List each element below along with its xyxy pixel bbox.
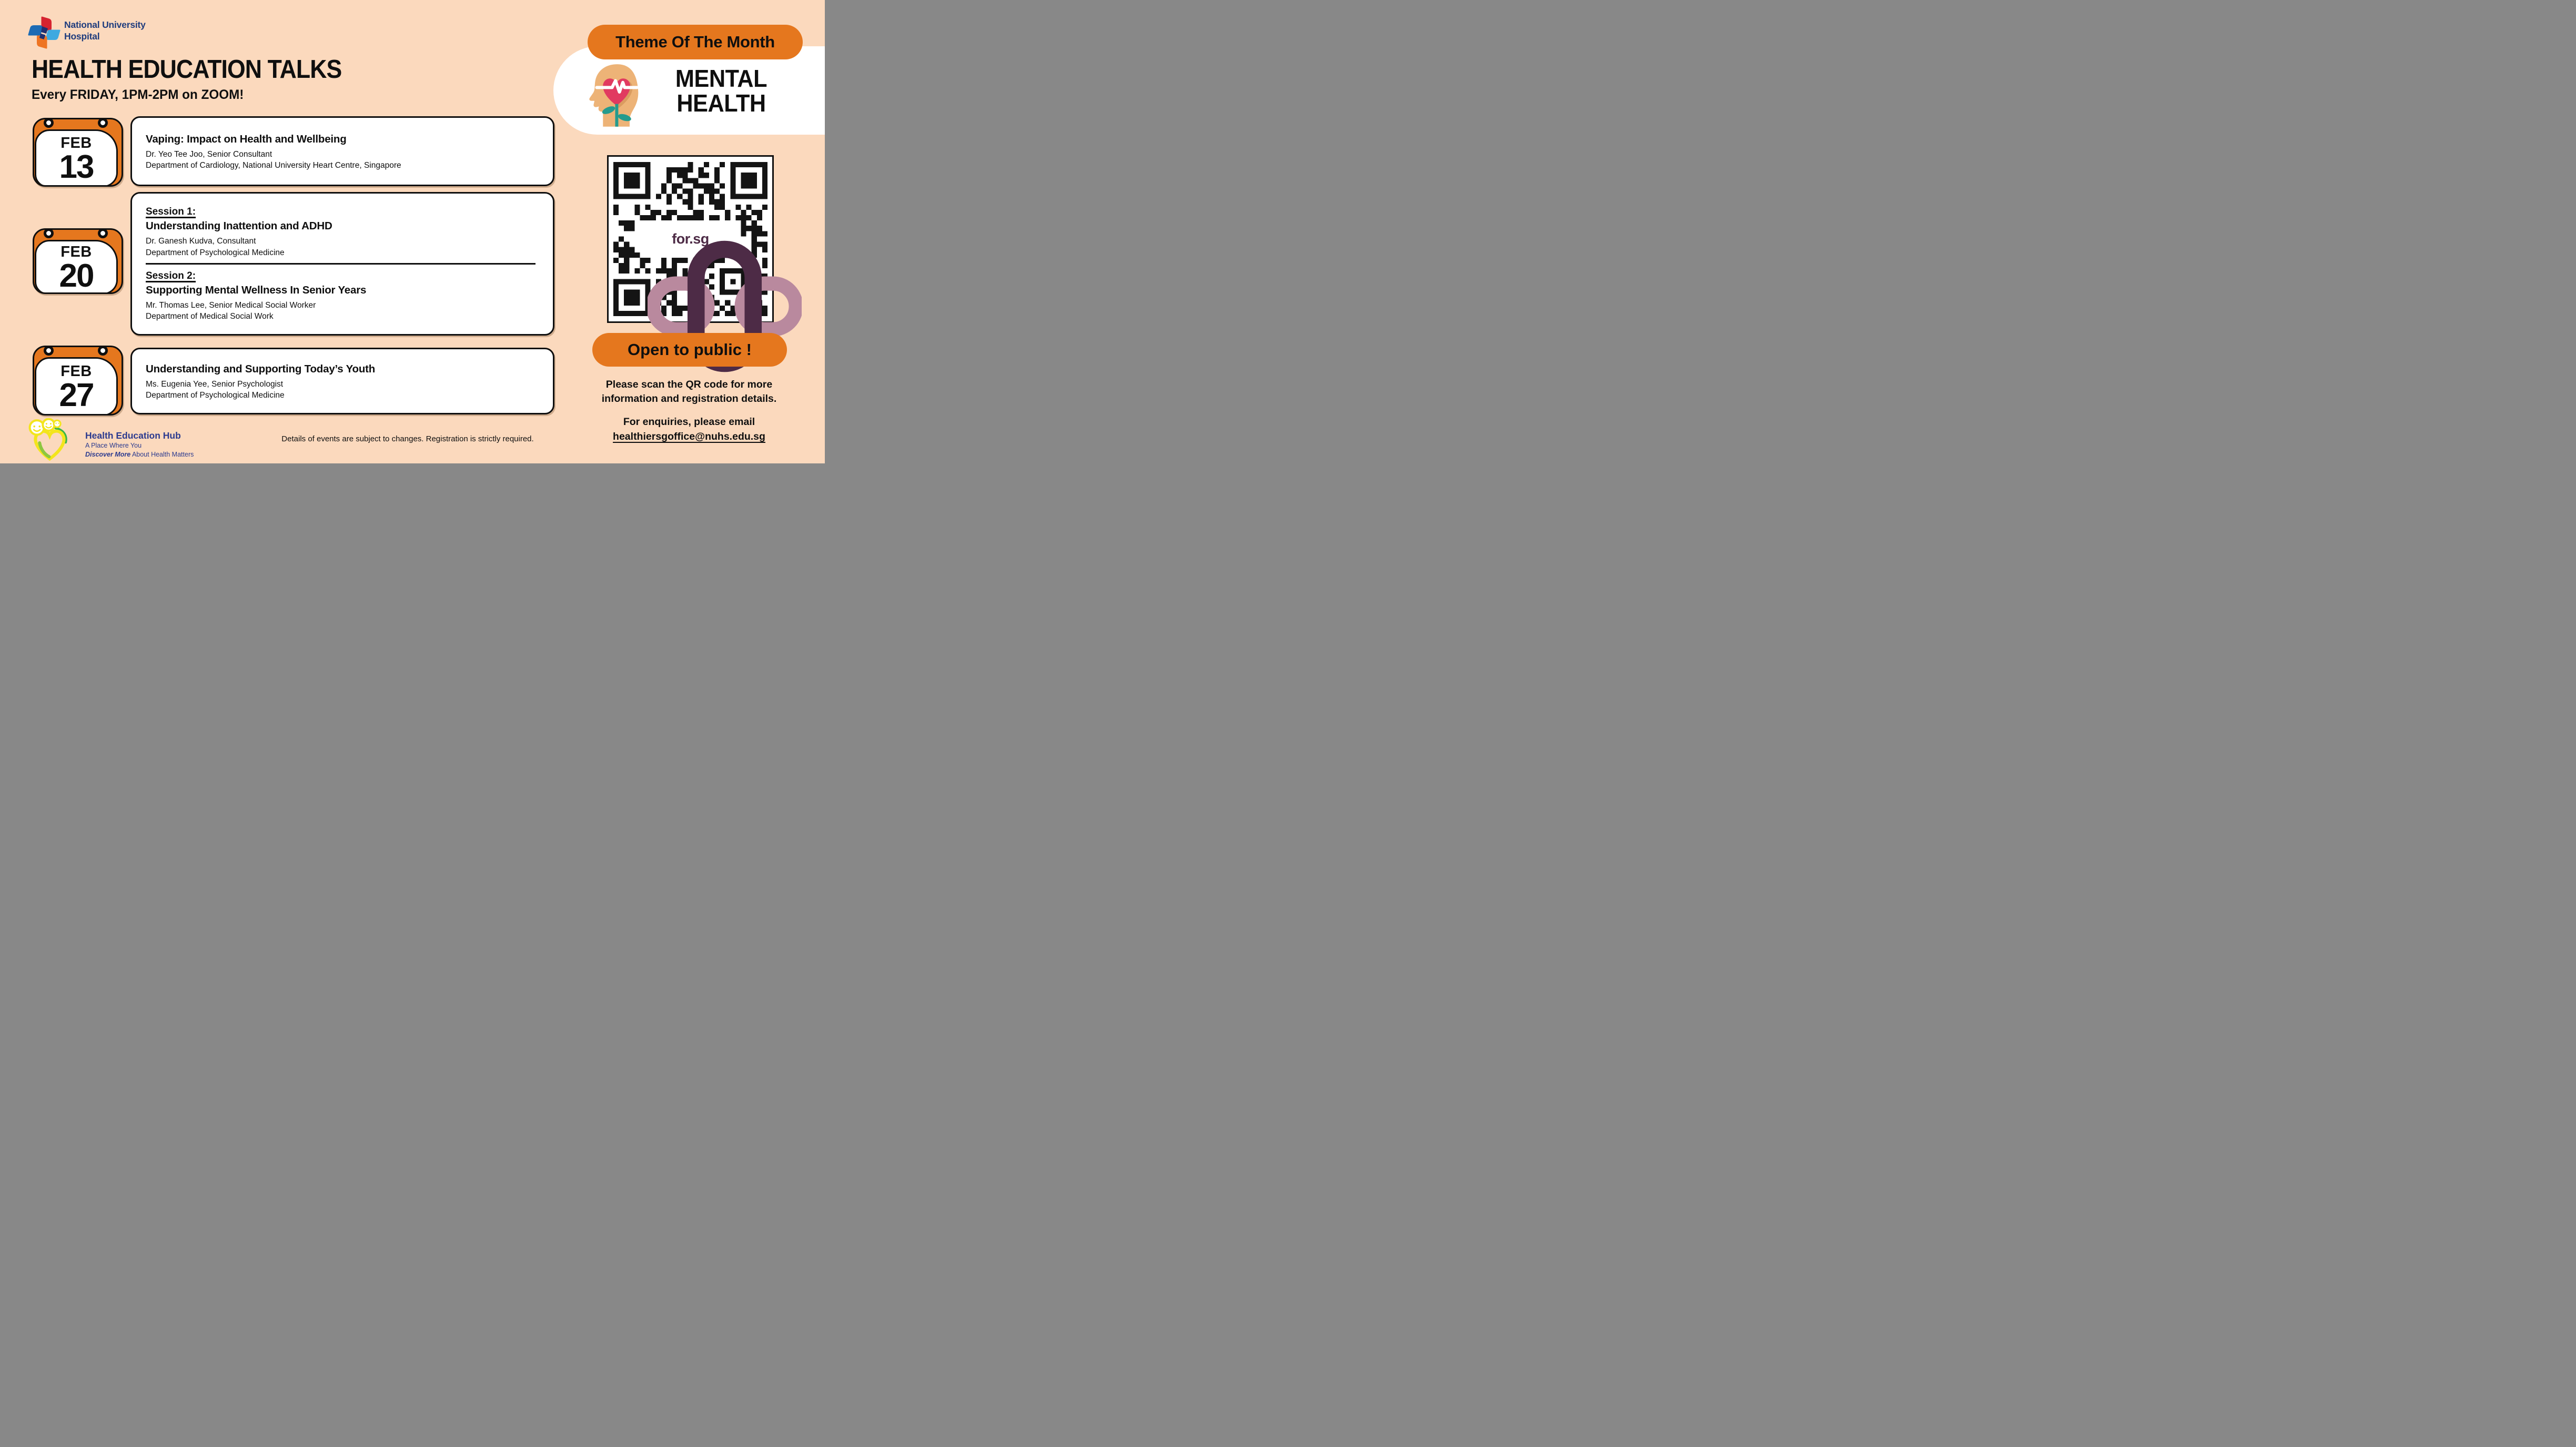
enquiry-line: For enquiries, please email: [623, 416, 755, 428]
talk-title: Vaping: Impact on Health and Wellbeing: [146, 133, 347, 145]
calendar-ring-icon: [98, 346, 108, 356]
calendar-ring-icon: [44, 228, 54, 238]
email-link[interactable]: healthiersgoffice@nuhs.edu.sg: [613, 431, 765, 442]
talk-title: Understanding Inattention and ADHD: [146, 220, 332, 232]
session-label: Session 1:: [146, 206, 196, 218]
disclaimer: Details of events are subject to changes. Registration is strictly required.: [281, 434, 534, 443]
talk-title: Supporting Mental Wellness In Senior Years: [146, 284, 367, 296]
hub-tagline-2: Discover More About Health Matters: [85, 451, 194, 458]
calendar-day: 27: [59, 377, 94, 413]
talk-department: Department of Cardiology, National University Heart Centre, Singapore: [146, 161, 401, 170]
calendar-page: [35, 240, 118, 294]
theme-badge-label: Theme Of The Month: [615, 33, 775, 51]
org-name: National University Hospital: [64, 19, 146, 42]
hub-name: Health Education Hub: [85, 430, 181, 441]
mental-health-head-icon: [587, 63, 644, 128]
nuh-logo-icon: [27, 16, 61, 49]
talk-speaker: Mr. Thomas Lee, Senior Medical Social Worker: [146, 300, 316, 310]
open-badge-label: Open to public !: [628, 340, 752, 359]
calendar-ring-icon: [98, 118, 108, 128]
talk-department: Department of Psychological Medicine: [146, 391, 285, 400]
session-label: Session 2:: [146, 270, 196, 281]
calendar-icon-feb-27: [33, 346, 123, 416]
calendar-day: 20: [59, 257, 94, 294]
event-card-feb-20: [130, 192, 554, 336]
theme-title: [660, 66, 783, 116]
poster-canvas: [0, 0, 825, 463]
poster-title: HEALTH EDUCATION TALKS: [32, 55, 342, 84]
calendar-month: FEB: [60, 243, 92, 260]
calendar-ring-icon: [98, 228, 108, 238]
calendar-page: [35, 129, 118, 187]
enquiry-block: [579, 414, 800, 444]
talk-department: Department of Psychological Medicine: [146, 248, 285, 257]
talk-speaker: Dr. Ganesh Kudva, Consultant: [146, 237, 256, 246]
calendar-month: FEB: [60, 362, 92, 380]
theme-title-line1: MENTAL: [675, 65, 767, 92]
hub-tagline-1: A Place Where You: [85, 442, 142, 449]
poster-subtitle: Every FRIDAY, 1PM-2PM on ZOOM!: [32, 87, 244, 102]
theme-title-line2: HEALTH: [676, 89, 766, 117]
hub-text-block: [85, 430, 194, 459]
talk-department: Department of Medical Social Work: [146, 312, 274, 321]
calendar-ring-icon: [44, 346, 54, 356]
calendar-ring-icon: [44, 118, 54, 128]
talk-speaker: Dr. Yeo Tee Joo, Senior Consultant: [146, 149, 272, 159]
calendar-day: 13: [59, 148, 94, 185]
theme-of-month-badge: [588, 25, 803, 59]
scan-instructions: Please scan the QR code for more information and registration details.: [601, 379, 777, 404]
talk-title: Understanding and Supporting Today’s Youth: [146, 362, 376, 375]
qr-code: [607, 155, 774, 323]
talk-speaker: Ms. Eugenia Yee, Senior Psychologist: [146, 379, 284, 389]
calendar-icon-feb-20: [33, 228, 123, 294]
health-education-hub-logo-icon: [26, 418, 77, 462]
session-divider: [146, 263, 536, 265]
calendar-month: FEB: [60, 134, 92, 151]
calendar-icon-feb-13: [33, 118, 123, 187]
event-card-feb-27: [130, 348, 554, 414]
calendar-page: [35, 357, 118, 416]
event-card-feb-13: [130, 116, 554, 186]
open-to-public-badge: [592, 333, 787, 367]
forsg-logo: [643, 224, 739, 255]
forsg-label: for.sg: [672, 231, 709, 247]
